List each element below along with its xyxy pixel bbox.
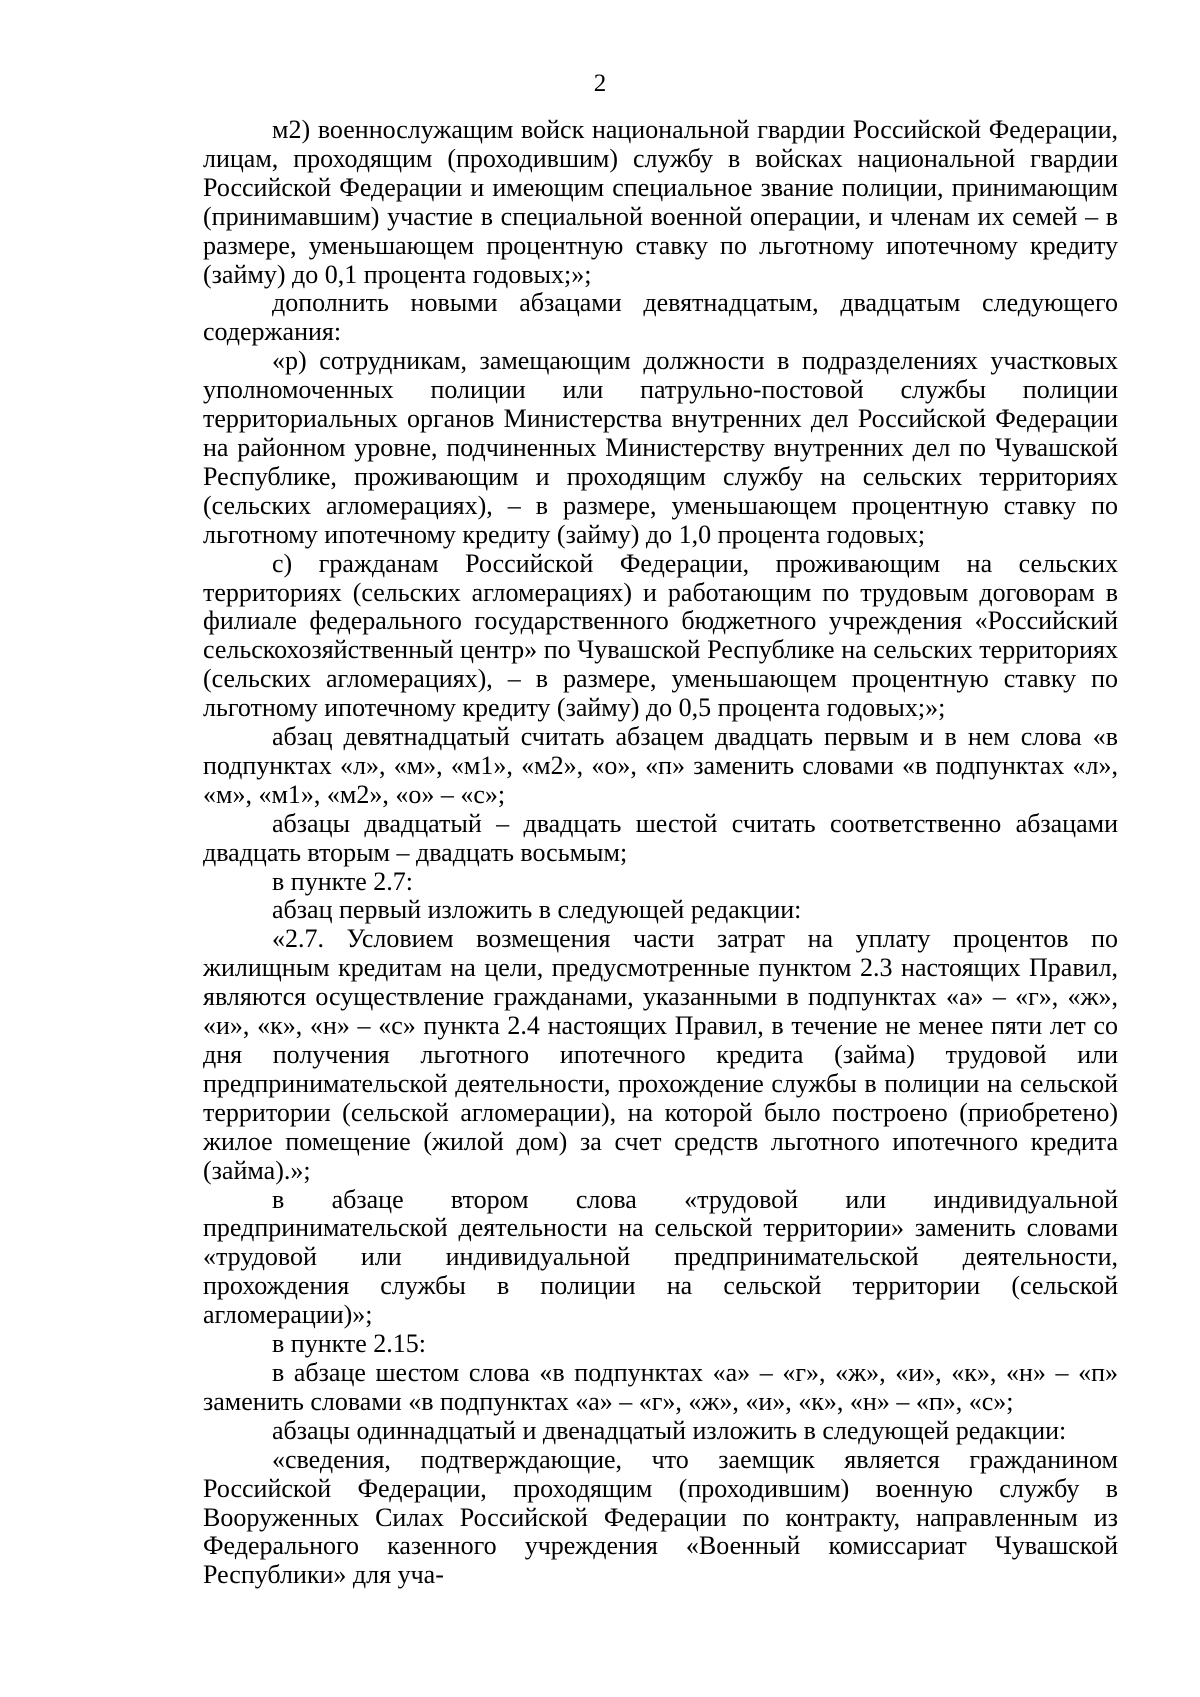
paragraph-eleventh-twelfth: абзацы одиннадцатый и двенадцатый изложить в следующей редакции:	[272, 1415, 1067, 1445]
paragraph-twentieth: абзацы двадцатый – двадцать шестой считать соответственно абзацами двадцать вторым – двадцать восьмым;	[203, 808, 1118, 867]
paragraph-point-2-15: в пункте 2.15:	[272, 1329, 427, 1359]
paragraph-s: с) гражданам Российской Федерации, проживающим на сельских территориях (сельских агломерациях) и работающим по трудовым договорам в филиале федерального государственного бюджетного учреждения «Российский сельскохозяйственный центр» по Чувашской Республике на сельских территориях (сельских агломерациях), – в размере, уменьшающем процентную ставку по льготному ипотечному кредиту (займу) до 0,5 процента годовых;»;	[203, 548, 1118, 723]
paragraph-nineteenth: абзац девятнадцатый считать абзацем двадцать первым и в нем слова «в подпунктах «л», «м», «м1», «м2», «о», «п» заменить словами «в подпунктах «л», «м», «м1», «м2», «о» – «с»;	[203, 722, 1118, 809]
paragraph-sixth-edit: в абзаце шестом слова «в подпунктах «а» – «г», «ж», «и», «к», «н» – «п» заменить словами «в подпунктах «а» – «г», «ж», «и», «к», «н» – «п», «с»;	[203, 1357, 1118, 1416]
paragraph-add-new: дополнить новыми абзацами девятнадцатым, двадцатым следующего содержания:	[203, 288, 1118, 347]
document-body	[203, 116, 1118, 1590]
paragraph-2-7-text: «2.7. Условием возмещения части затрат на уплату процентов по жилищным кредитам на цели, предусмотренные пунктом 2.3 настоящих Правил, являются осуществление гражданами, указанными в подпунктах «а» – «г», «ж», «и», «к», «н» – «с» пункта 2.4 настоящих Правил, в течение не менее пяти лет со дня получения льготного ипотечного кредита (займа) трудовой или предпринимательской деятельности, прохождение службы в полиции на сельской территории (сельской агломерации), на которой было построено (приобретено) жилое помещение (жилой дом) за счет средств льготного ипотечного кредита (займа).»;	[203, 924, 1118, 1185]
paragraph-point-2-7: в пункте 2.7:	[272, 866, 414, 896]
paragraph-info: «сведения, подтверждающие, что заемщик является гражданином Российской Федерации, проходящим (проходившим) военную службу в Вооруженных Силах Российской Федерации по контракту, направленным из Федерального казенного учреждения «Военный комиссариат Чувашской Республики» для уча-	[203, 1444, 1118, 1590]
paragraph-r: «р) сотрудникам, замещающим должности в подразделениях участковых уполномоченных полиции или патрульно-постовой службы полиции территориальных органов Министерства внутренних дел Российской Федерации на районном уровне, подчиненных Министерству внутренних дел по Чувашской Республике, проживающим и проходящим службу на сельских территориях (сельских агломерациях), – в размере, уменьшающем процентную ставку по льготному ипотечному кредиту (займу) до 1,0 процента годовых;	[203, 346, 1118, 549]
paragraph-second-edit: в абзаце втором слова «трудовой или индивидуальной предпринимательской деятельности на сельской территории» заменить словами «трудовой или индивидуальной предпринимательской деятельности, прохождения службы в полиции на сельской территории (сельской агломерации)»;	[203, 1184, 1118, 1330]
page-number: 2	[593, 70, 607, 97]
paragraph-m2: м2) военнослужащим войск национальной гвардии Российской Федерации, лицам, проходящим (проходившим) службу в войсках национальной гвардии Российской Федерации и имеющим специальное звание полиции, принимающим (принимавшим) участие в специальной военной операции, и членам их семей – в размере, уменьшающем процентную ставку по льготному ипотечному кредиту (займу) до 0,1 процента годовых;»;	[203, 115, 1118, 289]
paragraph-first-edit: абзац первый изложить в следующей редакции:	[272, 895, 802, 925]
